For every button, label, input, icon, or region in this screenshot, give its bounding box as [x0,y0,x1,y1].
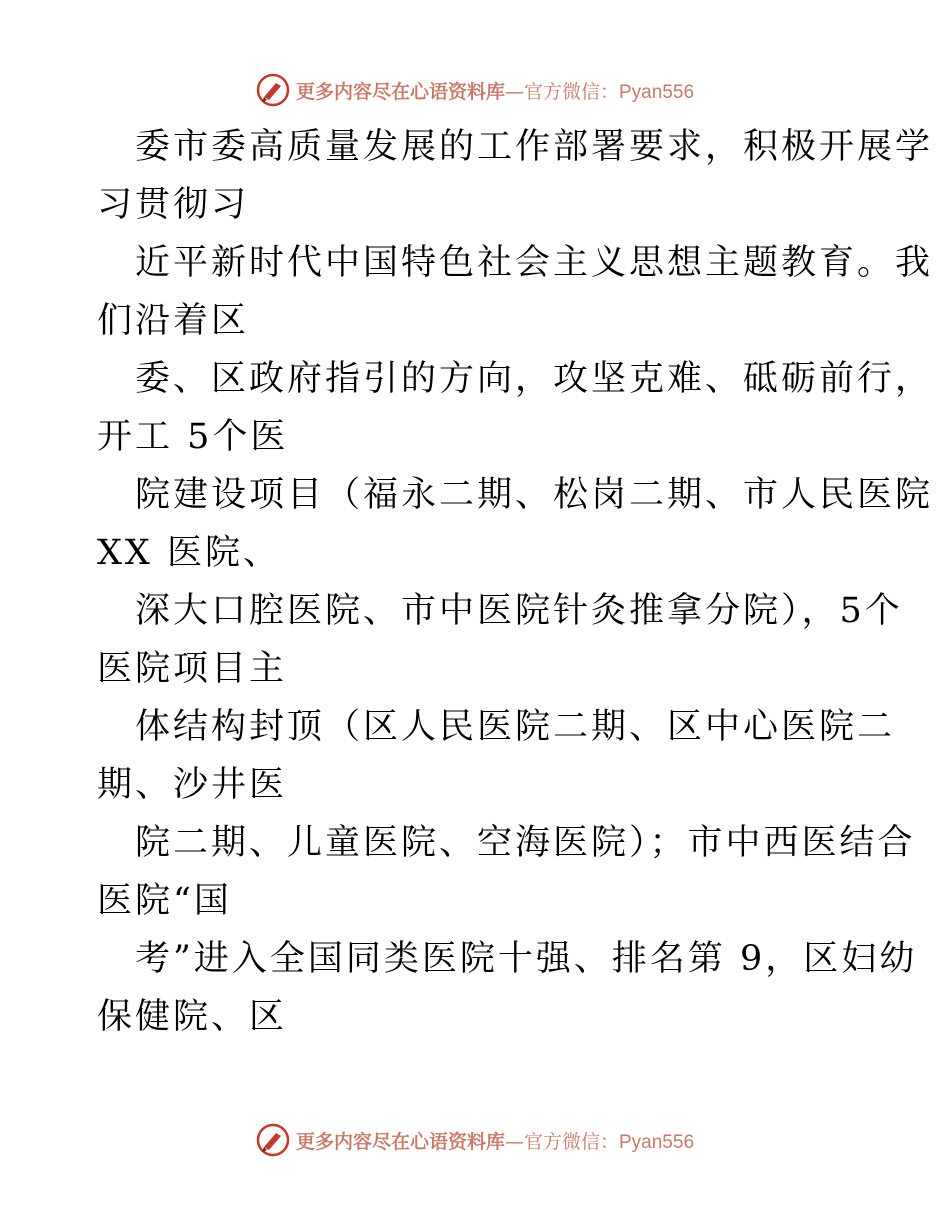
body-line: 开工 5个医 [97,417,289,457]
body-line: 体结构封顶（区人民医院二期、区中心医院二 [135,707,896,747]
body-line: 医院“国 [97,881,232,921]
header-main-text: 更多内容尽在心语资料库 [295,80,505,103]
logo-pen-icon [256,73,290,107]
footer-text [296,1127,694,1154]
body-line: 期、沙井医 [97,765,288,805]
body-line: 保健院、区 [97,997,288,1037]
body-line: 习贯彻习 [97,185,250,225]
header-wechat-id: Pyan556 [619,81,695,103]
body-line: 们沿着区 [97,301,250,341]
body-line: 近平新时代中国特色社会主义思想主题教育。我 [135,243,934,283]
footer-dash: — [504,1130,524,1153]
footer-wechat-id: Pyan556 [619,1131,695,1153]
body-line: 院二期、儿童医院、空海医院）；市中西医结合 [135,823,916,863]
body-line: 委市委高质量发展的工作部署要求，积极开展学 [135,127,934,167]
body-line: 院建设项目（福永二期、松岗二期、市人民医院 [135,475,934,515]
header-text [296,77,694,104]
body-line: 委、区政府指引的方向，攻坚克难、砥砺前行， [135,359,934,399]
footer-main-text: 更多内容尽在心语资料库 [295,1130,505,1153]
body-line: 深大口腔医院、市中医院针灸推拿分院），5个 [135,591,903,631]
footer-wechat-label: 官方微信： [523,1130,619,1153]
header-banner [0,70,950,110]
header-dash: — [504,80,524,103]
footer-banner [0,1120,950,1160]
logo-pen-icon [256,1123,290,1157]
header-wechat-label: 官方微信： [523,80,619,103]
body-line: 医院项目主 [97,649,288,689]
document-body [97,118,934,1046]
body-line: XX 医院、 [97,533,281,573]
body-line: 考”进入全国同类医院十强、排名第 9，区妇幼 [135,939,918,979]
